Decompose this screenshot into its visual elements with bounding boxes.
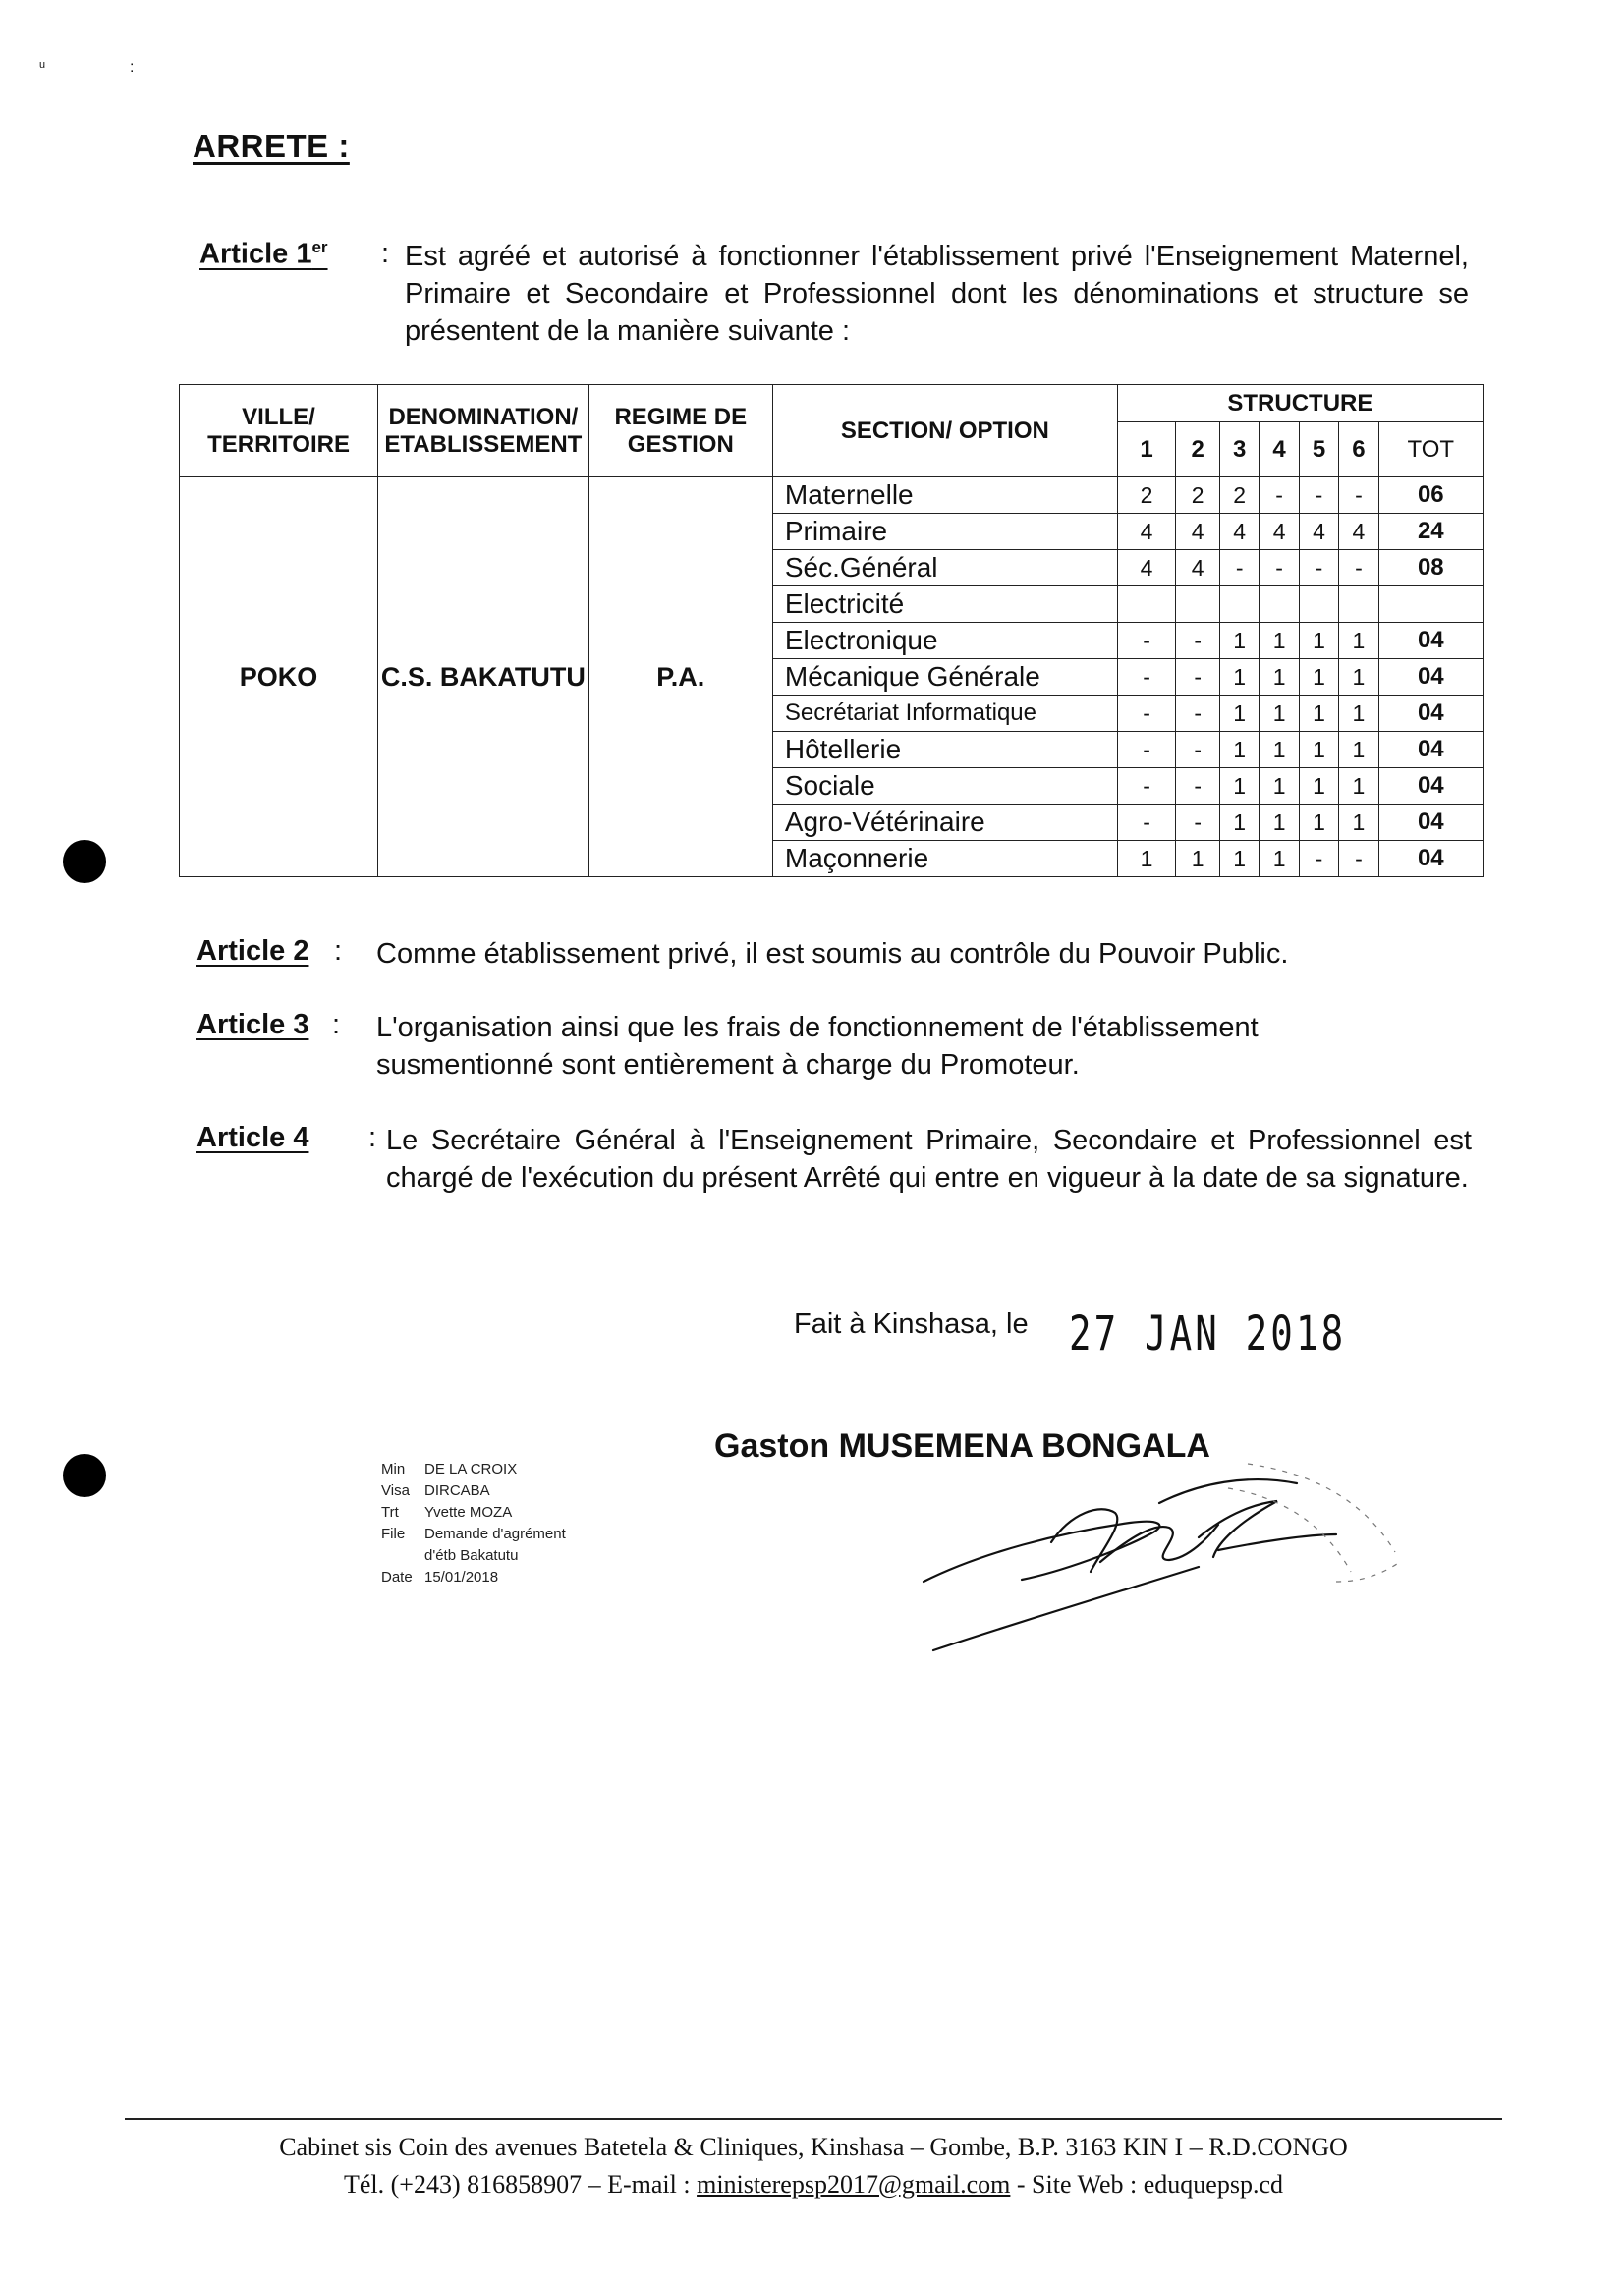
article-3-label: Article 3 [196, 1009, 309, 1040]
article-3-text: L'organisation ainsi que les frais de fonctionnement de l'établissement susmentionné sont entièrement à charge du Promoteur. [376, 1012, 1259, 1081]
cell-level: 4 [1176, 550, 1220, 586]
cell-level: 1 [1260, 659, 1299, 696]
cell-level [1176, 586, 1220, 623]
article-1-label-sup: er [311, 238, 328, 256]
ref-value: DIRCABA [424, 1482, 490, 1499]
cell-level: 1 [1339, 768, 1378, 805]
header-level-2: 2 [1176, 422, 1220, 477]
signatory-name: Gaston MUSEMENA BONGALA [714, 1427, 1210, 1465]
cell-level: 1 [1117, 841, 1176, 877]
cell-level: - [1339, 477, 1378, 514]
ref-line [381, 1567, 566, 1588]
cell-denomination: C.S. BAKATUTU [378, 477, 589, 877]
cell-level: - [1299, 550, 1338, 586]
cell-level: 1 [1260, 768, 1299, 805]
ref-line [381, 1480, 566, 1502]
cell-tot: 06 [1378, 477, 1483, 514]
cell-level: 4 [1117, 514, 1176, 550]
cell-level: - [1339, 550, 1378, 586]
ref-value: Yvette MOZA [424, 1504, 513, 1521]
ref-key: Visa [381, 1482, 410, 1499]
ref-key: Date [381, 1569, 413, 1586]
header-level-6: 6 [1339, 422, 1378, 477]
cell-level: 1 [1219, 805, 1259, 841]
cell-level: 1 [1339, 732, 1378, 768]
table-row [180, 477, 1484, 514]
cell-level: 1 [1219, 841, 1259, 877]
header-level-1: 1 [1117, 422, 1176, 477]
footer-email-link[interactable]: ministerepsp2017@gmail.com [697, 2170, 1011, 2199]
cell-tot: 04 [1378, 805, 1483, 841]
cell-option: Hôtellerie [772, 732, 1117, 768]
cell-option: Maçonnerie [772, 841, 1117, 877]
stamped-date: 27 JAN 2018 [1069, 1307, 1347, 1362]
handwritten-signature [904, 1444, 1415, 1690]
cell-level: 2 [1176, 477, 1220, 514]
cell-level: - [1117, 732, 1176, 768]
cell-level: - [1299, 841, 1338, 877]
cell-level: - [1339, 841, 1378, 877]
footer [125, 2129, 1502, 2203]
cell-tot: 24 [1378, 514, 1483, 550]
header-level-4: 4 [1260, 422, 1299, 477]
header-level-3: 3 [1219, 422, 1259, 477]
article-2-separator: : [334, 935, 343, 967]
footer-phone: Tél. (+243) 816858907 – E-mail : [343, 2170, 698, 2199]
cell-level [1260, 586, 1299, 623]
margin-mark: : [130, 59, 135, 76]
cell-level: 1 [1299, 768, 1338, 805]
article-1-label [199, 238, 328, 271]
cell-option: Agro-Vétérinaire [772, 805, 1117, 841]
cell-level: 4 [1219, 514, 1259, 550]
cell-level: - [1260, 477, 1299, 514]
cell-level [1339, 586, 1378, 623]
ref-line [381, 1502, 566, 1524]
cell-level: 1 [1260, 841, 1299, 877]
article-2-text: Comme établissement privé, il est soumis au contrôle du Pouvoir Public. [376, 938, 1289, 970]
cell-option: Secrétariat Informatique [772, 696, 1117, 732]
cell-level: 1 [1299, 623, 1338, 659]
footer-address: Cabinet sis Coin des avenues Batetela & Cliniques, Kinshasa – Gombe, B.P. 3163 KIN I – R.D.CONGO [279, 2133, 1348, 2161]
cell-level: - [1176, 768, 1220, 805]
punch-hole [63, 840, 106, 883]
cell-option: Séc.Général [772, 550, 1117, 586]
document-heading: ARRETE : [193, 128, 350, 164]
punch-hole [63, 1454, 106, 1497]
cell-level: 1 [1260, 805, 1299, 841]
cell-level: 1 [1260, 696, 1299, 732]
cell-level: 1 [1219, 696, 1259, 732]
cell-level: - [1117, 805, 1176, 841]
cell-tot: 04 [1378, 768, 1483, 805]
cell-level [1299, 586, 1338, 623]
ref-line [381, 1545, 566, 1567]
cell-tot: 04 [1378, 696, 1483, 732]
margin-mark: ᵘ [39, 59, 46, 76]
ref-key: File [381, 1526, 406, 1542]
cell-level: - [1176, 732, 1220, 768]
article-4-text: Le Secrétaire Général à l'Enseignement Primaire, Secondaire et Professionnel est chargé de l'exécution du présent Arrêté qui entre en vigueur à la date de sa signature. [386, 1125, 1472, 1194]
ref-value: DE LA CROIX [424, 1461, 518, 1477]
ref-key: Min [381, 1461, 406, 1477]
cell-level: 4 [1260, 514, 1299, 550]
cell-level: 1 [1260, 732, 1299, 768]
ref-value: 15/01/2018 [424, 1569, 499, 1586]
cell-regime: P.A. [588, 477, 772, 877]
cell-tot: 04 [1378, 841, 1483, 877]
article-2-label: Article 2 [196, 935, 309, 967]
cell-level: 1 [1339, 696, 1378, 732]
cell-tot [1378, 586, 1483, 623]
footer-rule [125, 2118, 1502, 2120]
cell-level: 1 [1299, 696, 1338, 732]
article-4-label: Article 4 [196, 1122, 309, 1153]
cell-level: 2 [1219, 477, 1259, 514]
cell-level: 1 [1299, 732, 1338, 768]
ref-key: Trt [381, 1504, 399, 1521]
cell-level: 4 [1117, 550, 1176, 586]
header-section: SECTION/ OPTION [772, 385, 1117, 477]
cell-level: 4 [1176, 514, 1220, 550]
cell-level: 1 [1219, 768, 1259, 805]
article-3-separator: : [332, 1009, 341, 1040]
cell-level: 1 [1339, 659, 1378, 696]
cell-level: 2 [1117, 477, 1176, 514]
cell-level: 4 [1339, 514, 1378, 550]
cell-level: 1 [1219, 732, 1259, 768]
cell-tot: 08 [1378, 550, 1483, 586]
cell-level [1219, 586, 1259, 623]
header-denomination: DENOMINATION/ ETABLISSEMENT [378, 385, 589, 477]
article-1-separator: : [381, 238, 390, 269]
reference-block [381, 1459, 566, 1588]
article-4-separator: : [368, 1122, 377, 1153]
ref-value: Demande d'agrément [424, 1526, 566, 1542]
cell-level: - [1219, 550, 1259, 586]
header-ville: VILLE/ TERRITOIRE [180, 385, 378, 477]
cell-level [1117, 586, 1176, 623]
cell-option: Electronique [772, 623, 1117, 659]
fait-a-kinshasa: Fait à Kinshasa, le [794, 1309, 1029, 1340]
cell-option: Electricité [772, 586, 1117, 623]
cell-level: - [1117, 696, 1176, 732]
cell-level: 1 [1219, 659, 1259, 696]
header-structure: STRUCTURE [1117, 385, 1483, 422]
cell-level: 1 [1219, 623, 1259, 659]
cell-option: Mécanique Générale [772, 659, 1117, 696]
ref-line [381, 1459, 566, 1480]
cell-ville: POKO [180, 477, 378, 877]
cell-level: - [1117, 623, 1176, 659]
cell-level: 1 [1299, 659, 1338, 696]
cell-level: 1 [1260, 623, 1299, 659]
cell-level: - [1176, 696, 1220, 732]
cell-level: - [1176, 623, 1220, 659]
cell-level: 4 [1299, 514, 1338, 550]
footer-contact [125, 2166, 1502, 2203]
cell-level: - [1117, 768, 1176, 805]
cell-tot: 04 [1378, 659, 1483, 696]
cell-level: 1 [1299, 805, 1338, 841]
cell-level: - [1299, 477, 1338, 514]
article-1-label-text: Article 1 [199, 238, 312, 270]
header-level-5: 5 [1299, 422, 1338, 477]
cell-option: Primaire [772, 514, 1117, 550]
cell-level: 1 [1339, 623, 1378, 659]
ref-line [381, 1524, 566, 1545]
cell-level: 1 [1176, 841, 1220, 877]
article-1-text: Est agréé et autorisé à fonctionner l'établissement privé l'Enseignement Maternel, Primaire et Secondaire et Professionnel dont les dénominations et structure se présentent de la manière suivante : [405, 241, 1469, 347]
cell-level: - [1176, 659, 1220, 696]
cell-option: Maternelle [772, 477, 1117, 514]
cell-tot: 04 [1378, 623, 1483, 659]
cell-level: - [1117, 659, 1176, 696]
structure-table [179, 384, 1484, 877]
footer-website: - Site Web : eduquepsp.cd [1010, 2170, 1283, 2199]
cell-option: Sociale [772, 768, 1117, 805]
cell-level: 1 [1339, 805, 1378, 841]
ref-value: d'étb Bakatutu [424, 1547, 519, 1564]
cell-tot: 04 [1378, 732, 1483, 768]
cell-level: - [1176, 805, 1220, 841]
header-regime: REGIME DE GESTION [588, 385, 772, 477]
header-tot: TOT [1378, 422, 1483, 477]
cell-level: - [1260, 550, 1299, 586]
